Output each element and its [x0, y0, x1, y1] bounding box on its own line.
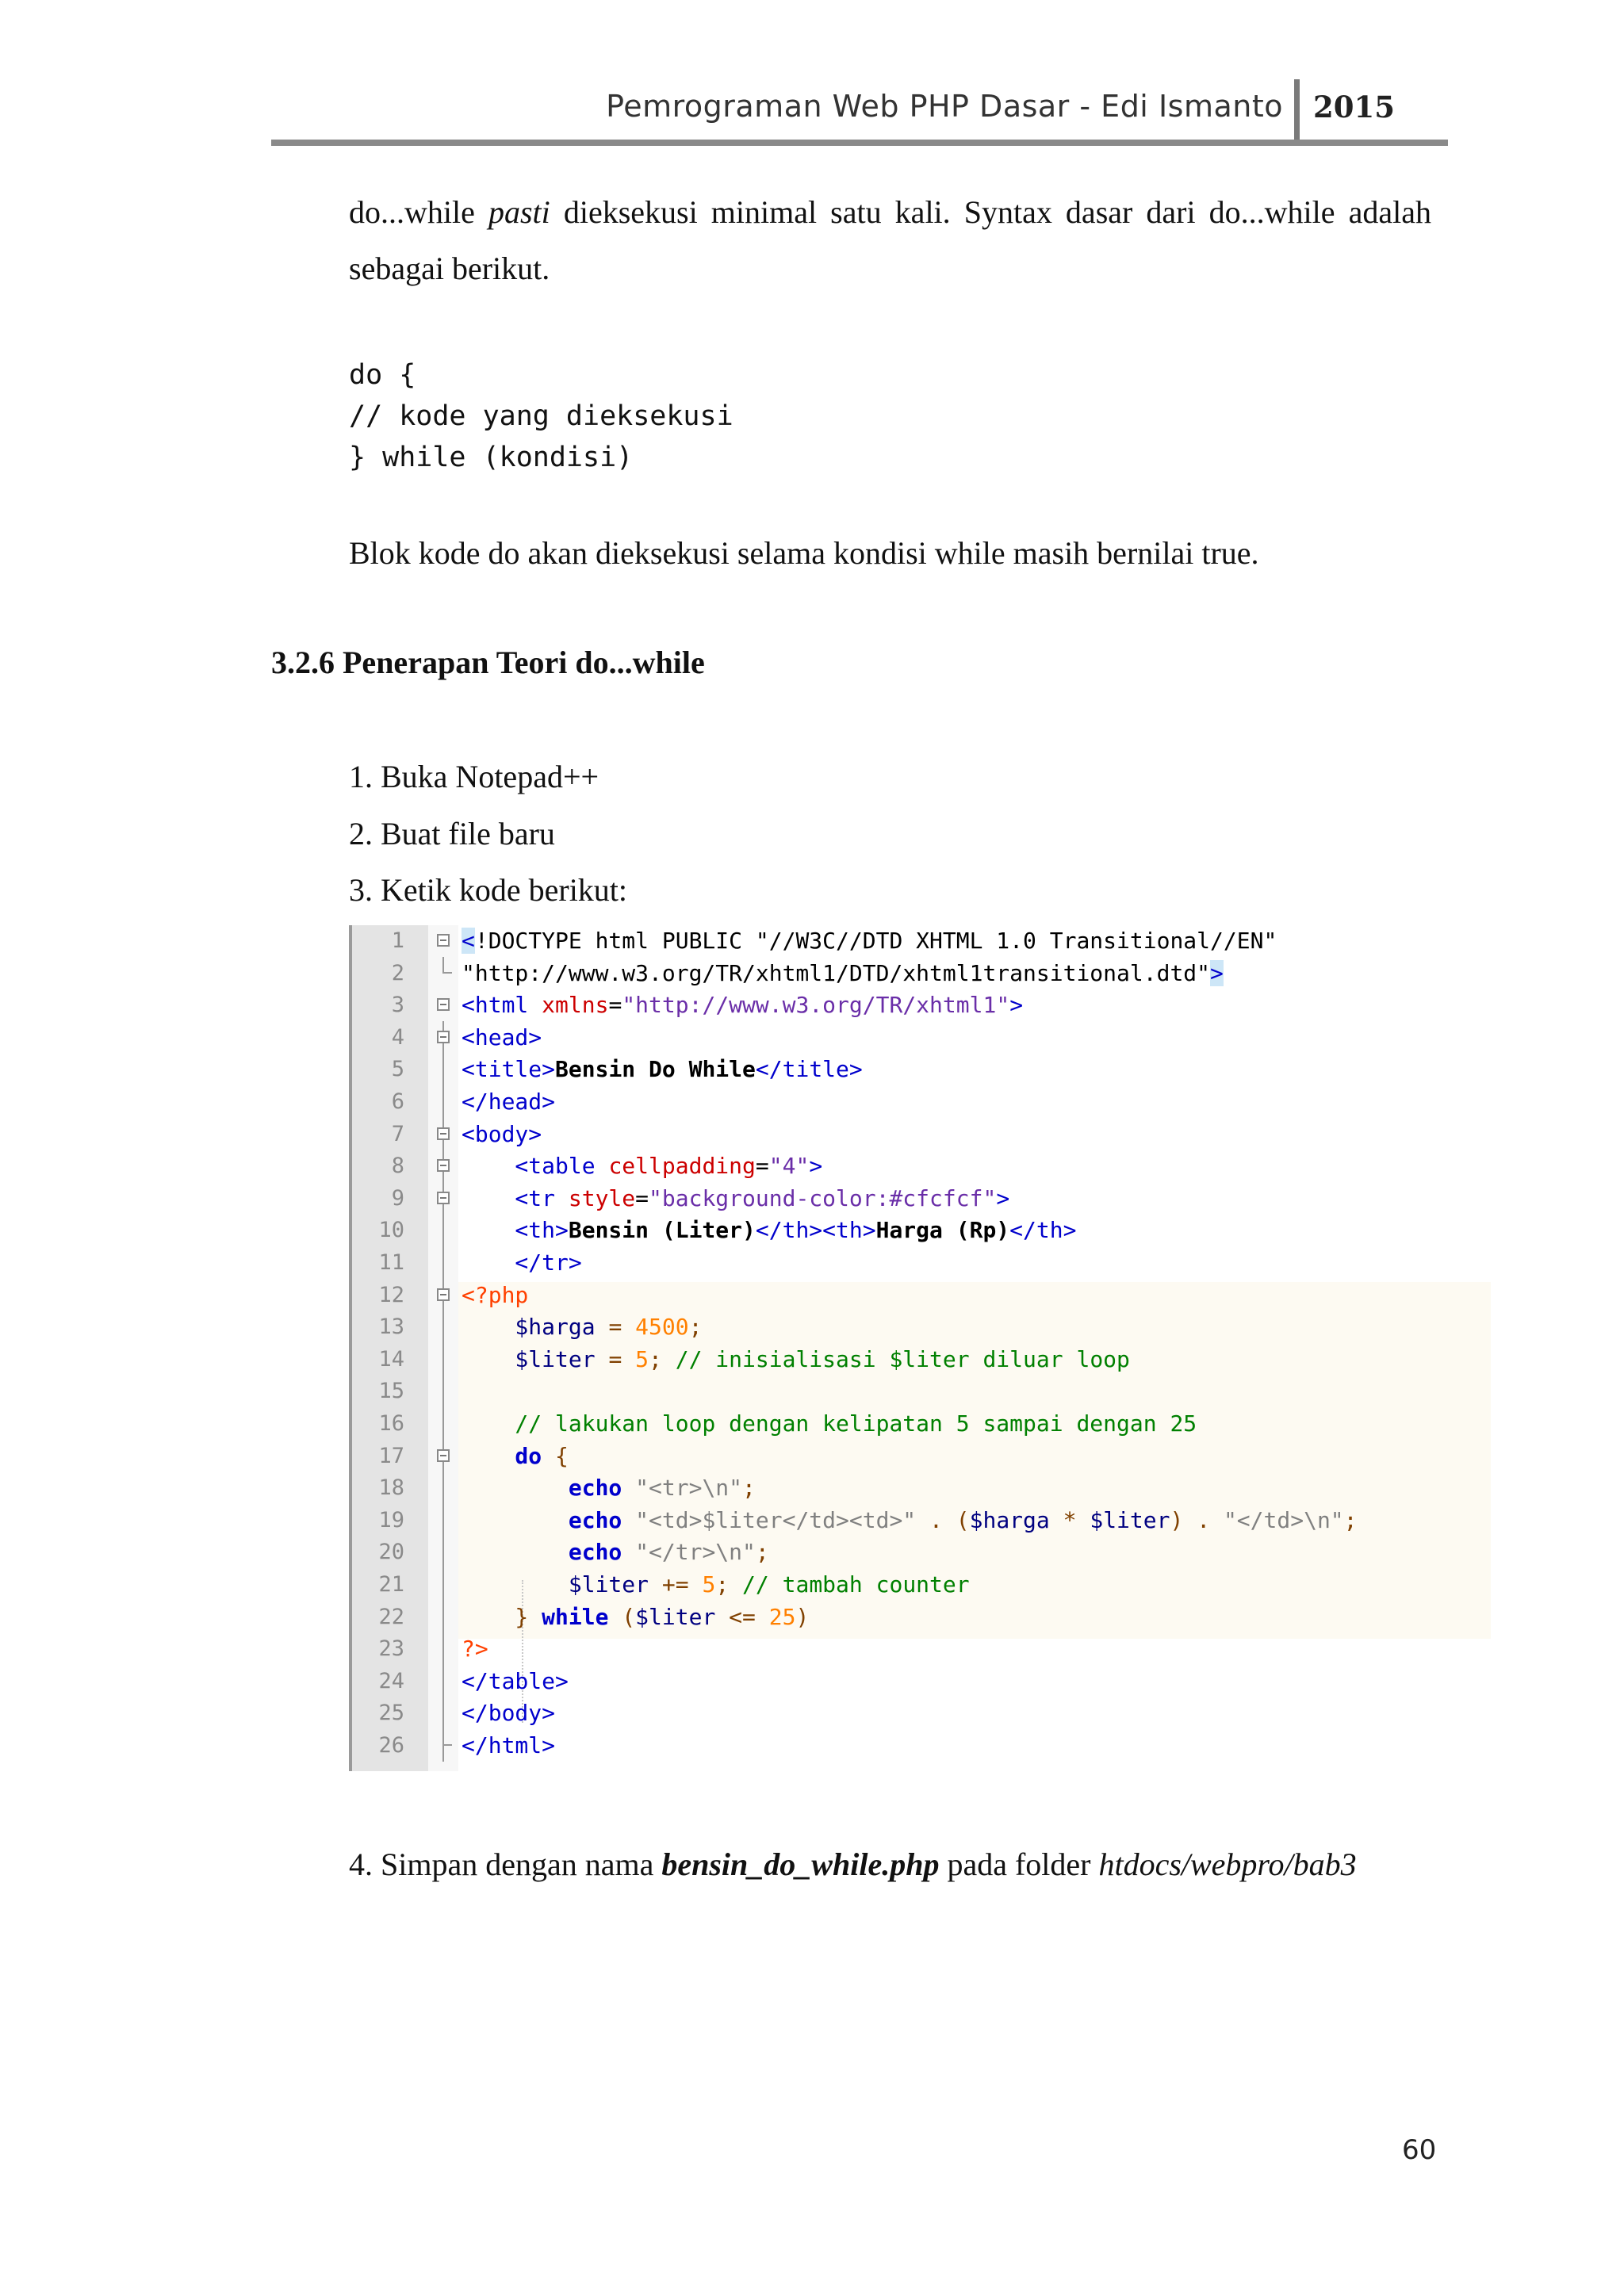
syntax-code-block: do { // kode yang dieksekusi } while (kondisi) [349, 359, 733, 473]
code-line: 7 <body> [349, 1119, 1491, 1151]
code-line: 20 echo "</tr>\n"; [349, 1536, 1491, 1569]
line-number: 4 [391, 1024, 404, 1050]
fold-toggle-icon[interactable] [437, 1031, 450, 1043]
line-number: 17 [378, 1443, 404, 1468]
fold-end-marker [442, 1730, 444, 1746]
intro-text-start: do...while [349, 194, 488, 230]
step-4: 4. Simpan dengan nama bensin_do_while.php pada folder htdocs/webpro/bab3 [349, 1846, 1357, 1882]
intro-emphasis: pasti [488, 194, 550, 230]
fold-toggle-icon[interactable] [437, 1288, 450, 1301]
filename: bensin_do_while.php [661, 1846, 940, 1882]
step-2: 2. Buat file baru [349, 816, 555, 851]
line-number: 3 [391, 993, 404, 1018]
code-line: 1 <!DOCTYPE html PUBLIC "//W3C//DTD XHTML 1.0 Transitional//EN" [349, 925, 1491, 958]
code-line: 25 </body> [349, 1697, 1491, 1730]
line-number: 8 [391, 1154, 404, 1179]
line-number: 1 [391, 928, 404, 953]
code-line: 3 <html xmlns="http://www.w3.org/TR/xhtml1"> [349, 989, 1491, 1022]
line-number: 7 [391, 1121, 404, 1146]
line-number: 9 [391, 1185, 404, 1211]
fold-toggle-icon[interactable] [437, 1127, 450, 1140]
code-editor-screenshot [349, 925, 1491, 1771]
line-number: 18 [378, 1475, 404, 1501]
line-number: 22 [378, 1604, 404, 1629]
code-line: 4 <head> [349, 1022, 1491, 1054]
line-number: 12 [378, 1282, 404, 1307]
running-header-year: 2015 [1313, 90, 1395, 124]
intro-text-end: dieksekusi minimal satu kali. Syntax dasar dari do...while adalah sebagai berikut. [349, 194, 1431, 286]
code-line: 16 // lakukan loop dengan kelipatan 5 sampai dengan 25 [349, 1408, 1491, 1441]
line-number: 26 [378, 1733, 404, 1758]
fold-toggle-icon[interactable] [437, 934, 450, 947]
line-number: 5 [391, 1057, 404, 1082]
step-1: 1. Buka Notepad++ [349, 759, 599, 794]
code-line: 12 <?php [349, 1280, 1491, 1312]
line-number: 24 [378, 1668, 404, 1693]
code-line: 13 $harga = 4500; [349, 1311, 1491, 1344]
code-line: 26 </html> [349, 1730, 1491, 1762]
code-line: 21 $liter += 5; // tambah counter [349, 1569, 1491, 1601]
fold-toggle-icon[interactable] [437, 1449, 450, 1462]
code-line [349, 1376, 1491, 1408]
code-line: 24 </table> [349, 1666, 1491, 1698]
intro-paragraph [349, 184, 1431, 297]
step-3: 3. Ketik kode berikut: [349, 872, 628, 908]
line-number: 13 [378, 1314, 404, 1340]
code-line: 2 "http://www.w3.org/TR/xhtml1/DTD/xhtml1transitional.dtd"> [349, 958, 1491, 990]
code-line: 17 do { [349, 1441, 1491, 1473]
running-header-title: Pemrograman Web PHP Dasar - Edi Ismanto [606, 89, 1283, 124]
code-line: 11 </tr> [349, 1247, 1491, 1280]
fold-end-marker [442, 958, 444, 974]
line-number: 15 [378, 1379, 404, 1404]
section-heading: 3.2.6 Penerapan Teori do...while [271, 645, 705, 680]
fold-toggle-icon[interactable] [437, 998, 450, 1011]
line-number: 21 [378, 1572, 404, 1597]
code-line: 19 echo "<td>$liter</td><td>" . ($harga * $liter) . "</td>\n"; [349, 1505, 1491, 1537]
code-line: 22 } while ($liter <= 25) [349, 1601, 1491, 1634]
fold-toggle-icon[interactable] [437, 1159, 450, 1172]
fold-toggle-icon[interactable] [437, 1192, 450, 1204]
code-line: 8 <table cellpadding="4"> [349, 1150, 1491, 1183]
code-line: 23 ?> [349, 1633, 1491, 1666]
line-number: 14 [378, 1346, 404, 1372]
line-number: 20 [378, 1540, 404, 1565]
code-line: 10 <th>Bensin (Liter)</th><th>Harga (Rp)</th> [349, 1215, 1491, 1247]
line-number: 19 [378, 1507, 404, 1533]
block-note: Blok kode do akan dieksekusi selama kondisi while masih bernilai true. [349, 535, 1259, 571]
header-divider [1294, 79, 1300, 141]
code-line: 9 <tr style="background-color:#cfcfcf"> [349, 1183, 1491, 1215]
header-rule [271, 140, 1448, 146]
line-number: 10 [378, 1218, 404, 1243]
line-number: 6 [391, 1089, 404, 1114]
page-number: 60 [1402, 2134, 1437, 2166]
line-number: 2 [391, 960, 404, 985]
line-number: 11 [378, 1250, 404, 1275]
code-line: 5 <title>Bensin Do While</title> [349, 1054, 1491, 1086]
folder-path: htdocs/webpro/bab3 [1098, 1846, 1357, 1882]
code-line: 6 </head> [349, 1086, 1491, 1119]
line-number: 16 [378, 1411, 404, 1436]
line-number: 23 [378, 1636, 404, 1662]
line-number: 25 [378, 1701, 404, 1726]
code-line: 14 $liter = 5; // inisialisasi $liter diluar loop [349, 1344, 1491, 1376]
code-line: 18 echo "<tr>\n"; [349, 1472, 1491, 1505]
